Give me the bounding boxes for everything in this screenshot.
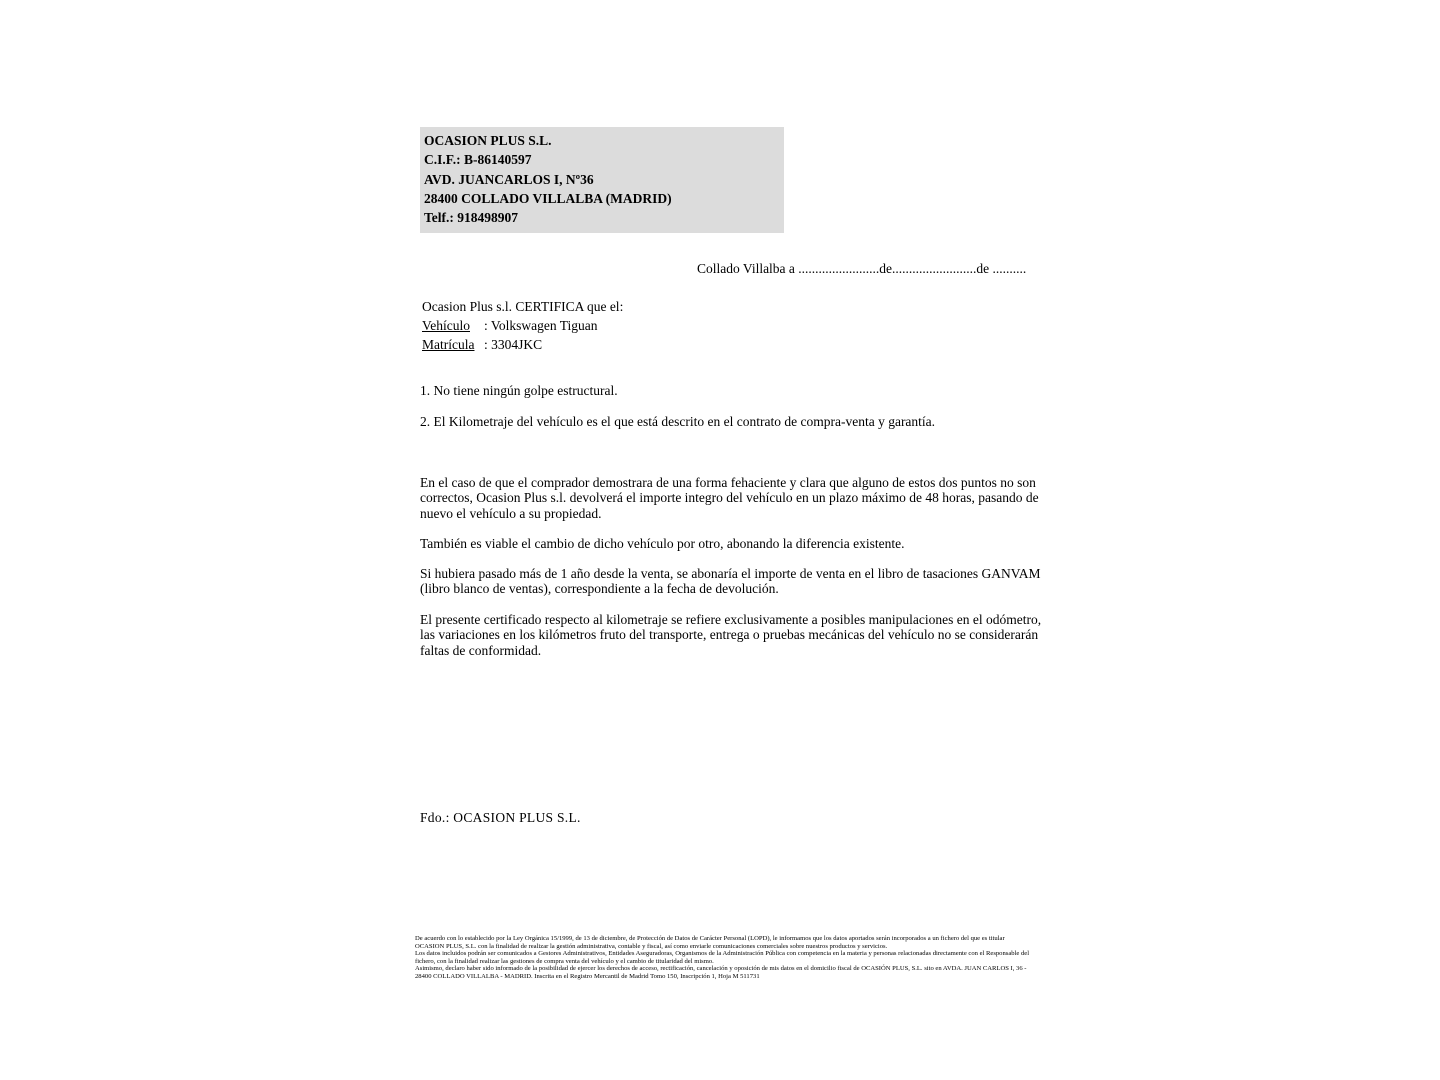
legal-paragraph-rights: Asimismo, declaro haber sido informado de la posibilidad de ejercer los derechos de acceso, rectificación, cancelación y oposición de mis datos en el domicilio fiscal de OCASIÓN PLUS, S.L. sito en AVDA. JUAN CARLOS I, 36 - 28400 COLLADO VILLALBA - MADRID. Inscrita en el Registro Mercantil de Madrid Tomo 150, Inscripción 1, Hoja M 511731: [415, 965, 1027, 980]
legal-paragraph-data-sharing: Los datos incluidos podrán ser comunicados a Gestores Administrativos, Entidades Aseguradoras, Organismos de la Administración Pública con competencia en la materia y personas relacionadas directamente con el Responsable del fichero, con la finalidad realizar las gestiones de compra venta del vehículo y el cambio de titularidad del mismo.: [415, 950, 1030, 965]
company-header: [420, 127, 784, 233]
condition-point-1: 1. No tiene ningún golpe estructural.: [420, 383, 618, 398]
plate-line: [422, 335, 623, 354]
company-phone: Telf.: 918498907: [424, 210, 518, 226]
certifies-line: Ocasion Plus s.l. CERTIFICA que el:: [422, 299, 624, 314]
paragraph-exchange-option: También es viable el cambio de dicho vehículo por otro, abonando la diferencia existente.: [420, 536, 905, 551]
legal-notice: [415, 935, 1033, 981]
certification-block: [422, 297, 623, 354]
signature-line: Fdo.: OCASION PLUS S.L.: [420, 810, 581, 825]
paragraph-refund-policy: En el caso de que el comprador demostrara de una forma fehaciente y clara que alguno de estos dos puntos no son correctos, Ocasion Plus s.l. devolverá el importe integro del vehículo en un plazo máximo de 48 horas, pasando de nuevo el vehículo a su propiedad.: [420, 475, 1039, 521]
paragraph-ganvam-valuation: Si hubiera pasado más de 1 año desde la venta, se abonaría el importe de venta en el libro de tasaciones GANVAM (libro blanco de ventas), correspondiente a la fecha de devolución.: [420, 566, 1041, 597]
vehicle-value: : Volkswagen Tiguan: [484, 318, 598, 333]
vehicle-label: Vehículo: [422, 318, 470, 333]
plate-label: Matrícula: [422, 337, 475, 352]
legal-paragraph-lopd: De acuerdo con lo establecido por la Ley Orgánica 15/1999, de 13 de diciembre, de Protección de Datos de Carácter Personal (LOPD), le informamos que los datos aportados serán incorporados a un fichero del que es titular OCASION PLUS, S.L. con la finalidad de realizar la gestión administrativa, contable y fiscal, así como enviarle comunicaciones comerciales sobre nuestros productos y servicios.: [415, 935, 1005, 950]
company-address: AVD. JUANCARLOS I, Nº36: [424, 171, 594, 187]
condition-point-2: 2. El Kilometraje del vehículo es el que está descrito en el contrato de compra-venta y garantía.: [420, 414, 936, 429]
company-city: 28400 COLLADO VILLALBA (MADRID): [424, 190, 672, 206]
company-name: OCASION PLUS S.L.: [424, 133, 552, 148]
company-cif: C.I.F.: B-86140597: [424, 152, 532, 168]
date-line: Collado Villalba a ........................de.........................de ..........: [697, 261, 1027, 276]
paragraph-odometer-disclaimer: El presente certificado respecto al kilometraje se refiere exclusivamente a posibles manipulaciones en el odómetro, las variaciones en los kilómetros fruto del transporte, entrega o pruebas mecánicas del vehículo no se considerarán faltas de conformidad.: [420, 612, 1042, 658]
plate-value: : 3304JKC: [484, 337, 543, 352]
vehicle-line: [422, 316, 623, 335]
